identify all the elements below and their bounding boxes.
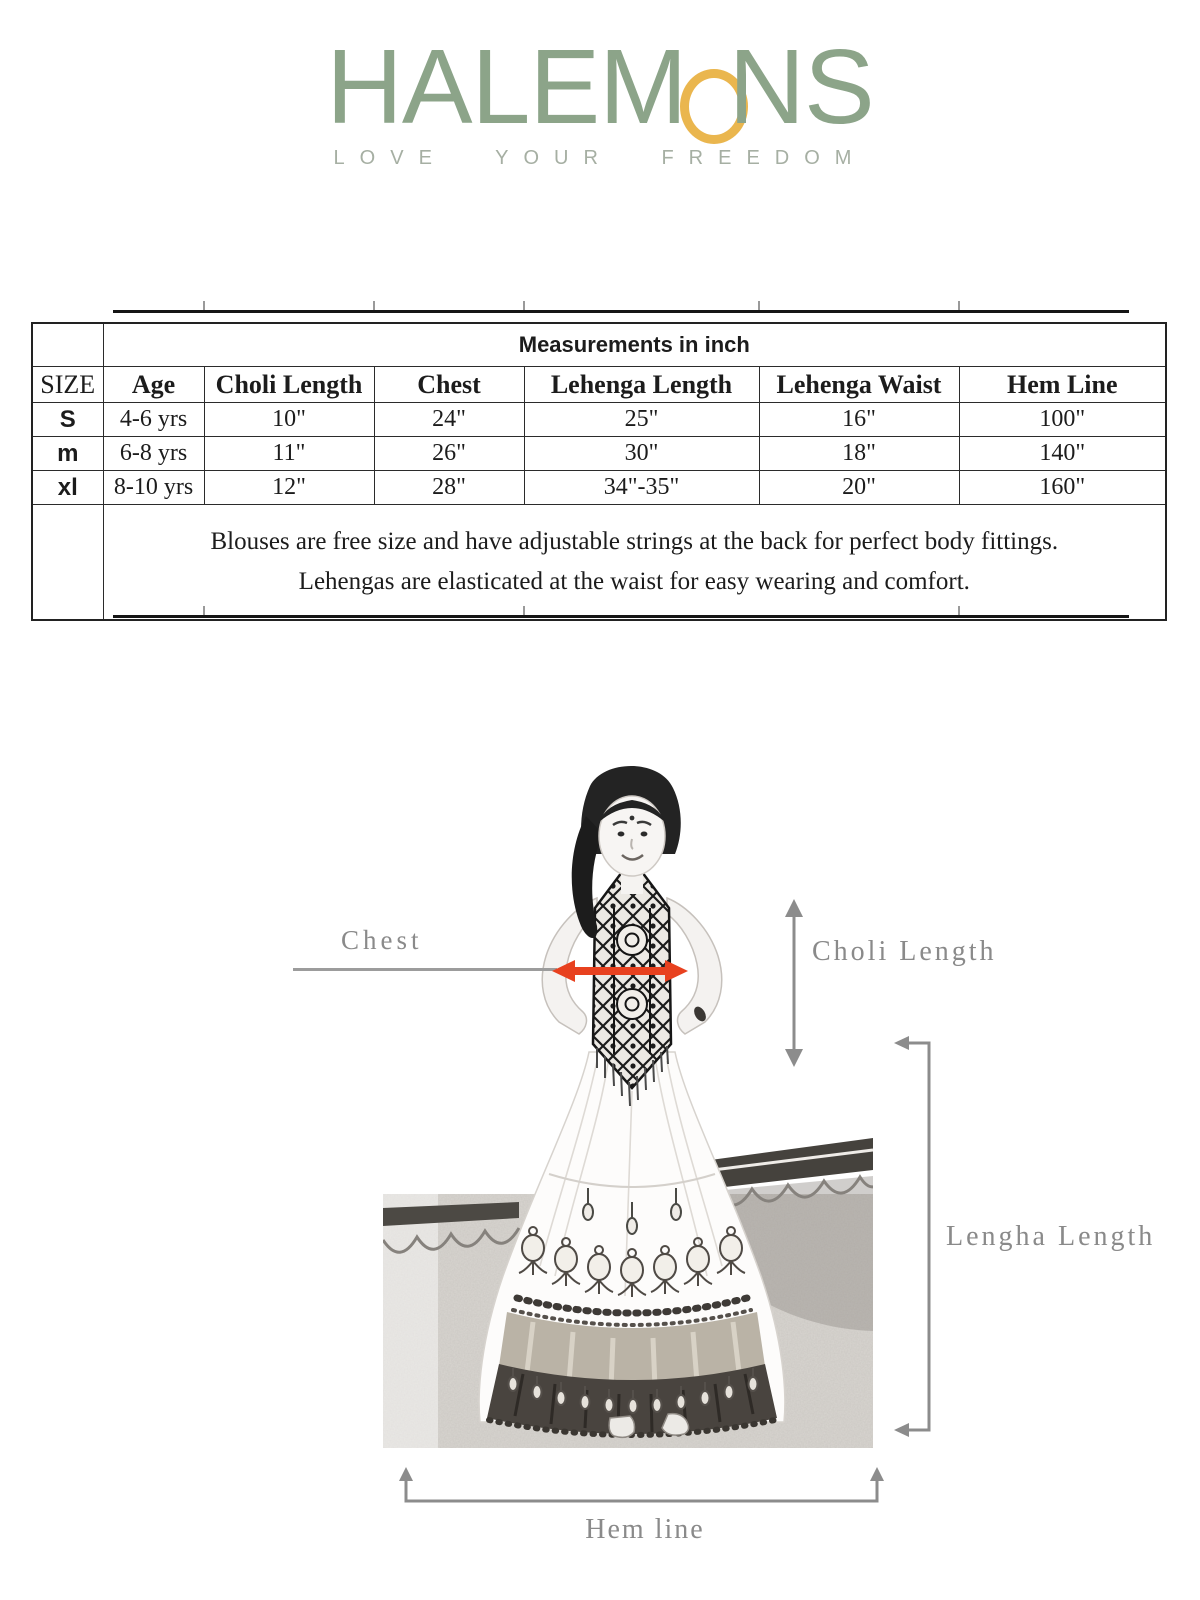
column-header-chest: Chest: [374, 367, 524, 403]
choli-length-label: Choli Length: [812, 936, 997, 967]
size-value: m: [32, 437, 103, 471]
lengha-length-label: Lengha Length: [946, 1221, 1156, 1252]
logo-letters-halem: HALEM: [326, 28, 687, 146]
brand-tagline: LOVE YOUR FREEDOM: [333, 146, 867, 169]
fit-note-line2: Lehengas are elasticated at the waist for easy wearing and comfort.: [298, 568, 970, 595]
cell-chest: 26": [374, 437, 524, 471]
table-row-xl: [32, 471, 1166, 505]
table-title: Measurements in inch: [103, 323, 1166, 367]
choli-length-arrow-icon: [779, 897, 809, 1069]
size-guide-illustration: [383, 756, 873, 1448]
cell-age: 6-8 yrs: [103, 437, 204, 471]
column-header-size: SIZE: [32, 367, 103, 403]
column-header-lehenga-length: Lehenga Length: [524, 367, 759, 403]
top-ruler-line: [113, 310, 1129, 313]
cell-chest: 24": [374, 403, 524, 437]
column-header-choli-length: Choli Length: [204, 367, 374, 403]
cell-choli: 12": [204, 471, 374, 505]
column-header-hem-line: Hem Line: [959, 367, 1166, 403]
cell-lehenga-length: 30": [524, 437, 759, 471]
cell-hem-line: 140": [959, 437, 1166, 471]
size-value: S: [32, 403, 103, 437]
cell-hem-line: 100": [959, 403, 1166, 437]
cell-lehenga-waist: 18": [759, 437, 959, 471]
cell-lehenga-length: 34"-35": [524, 471, 759, 505]
ruler-tick: [958, 301, 960, 310]
ruler-tick: [758, 301, 760, 310]
brand-wordmark: [326, 28, 874, 146]
chest-label: Chest: [341, 925, 423, 955]
column-header-lehenga-waist: Lehenga Waist: [759, 367, 959, 403]
table-corner-cell: [32, 323, 103, 367]
table-row-s: [32, 403, 1166, 437]
hem-line-bracket-icon: [397, 1464, 885, 1506]
chest-pointer-line: [293, 968, 557, 971]
table-footer-empty-cell: [32, 505, 103, 621]
cell-lehenga-waist: 16": [759, 403, 959, 437]
cell-choli: 11": [204, 437, 374, 471]
cell-hem-line: 160": [959, 471, 1166, 505]
size-measurement-table: [31, 322, 1167, 621]
chest-double-arrow-icon: [549, 955, 691, 987]
ruler-tick: [373, 301, 375, 310]
cell-age: 4-6 yrs: [103, 403, 204, 437]
ruler-tick: [523, 301, 525, 310]
fit-note-line1: Blouses are free size and have adjustable strings at the back for perfect body fittings.: [210, 527, 1059, 555]
table-row-m: [32, 437, 1166, 471]
column-header-age: Age: [103, 367, 204, 403]
girl-sketch: [479, 766, 785, 1437]
logo-letters-ns: NS: [728, 28, 874, 146]
hem-line-label: Hem line: [585, 1514, 705, 1545]
lengha-length-bracket-icon: [892, 1033, 938, 1439]
cell-choli: 10": [204, 403, 374, 437]
cell-lehenga-length: 25": [524, 403, 759, 437]
size-value: xl: [32, 471, 103, 505]
cell-chest: 28": [374, 471, 524, 505]
cell-lehenga-waist: 20": [759, 471, 959, 505]
fit-note: [103, 505, 1166, 621]
cell-age: 8-10 yrs: [103, 471, 204, 505]
brand-logo: [0, 28, 1200, 170]
ruler-tick: [203, 301, 205, 310]
